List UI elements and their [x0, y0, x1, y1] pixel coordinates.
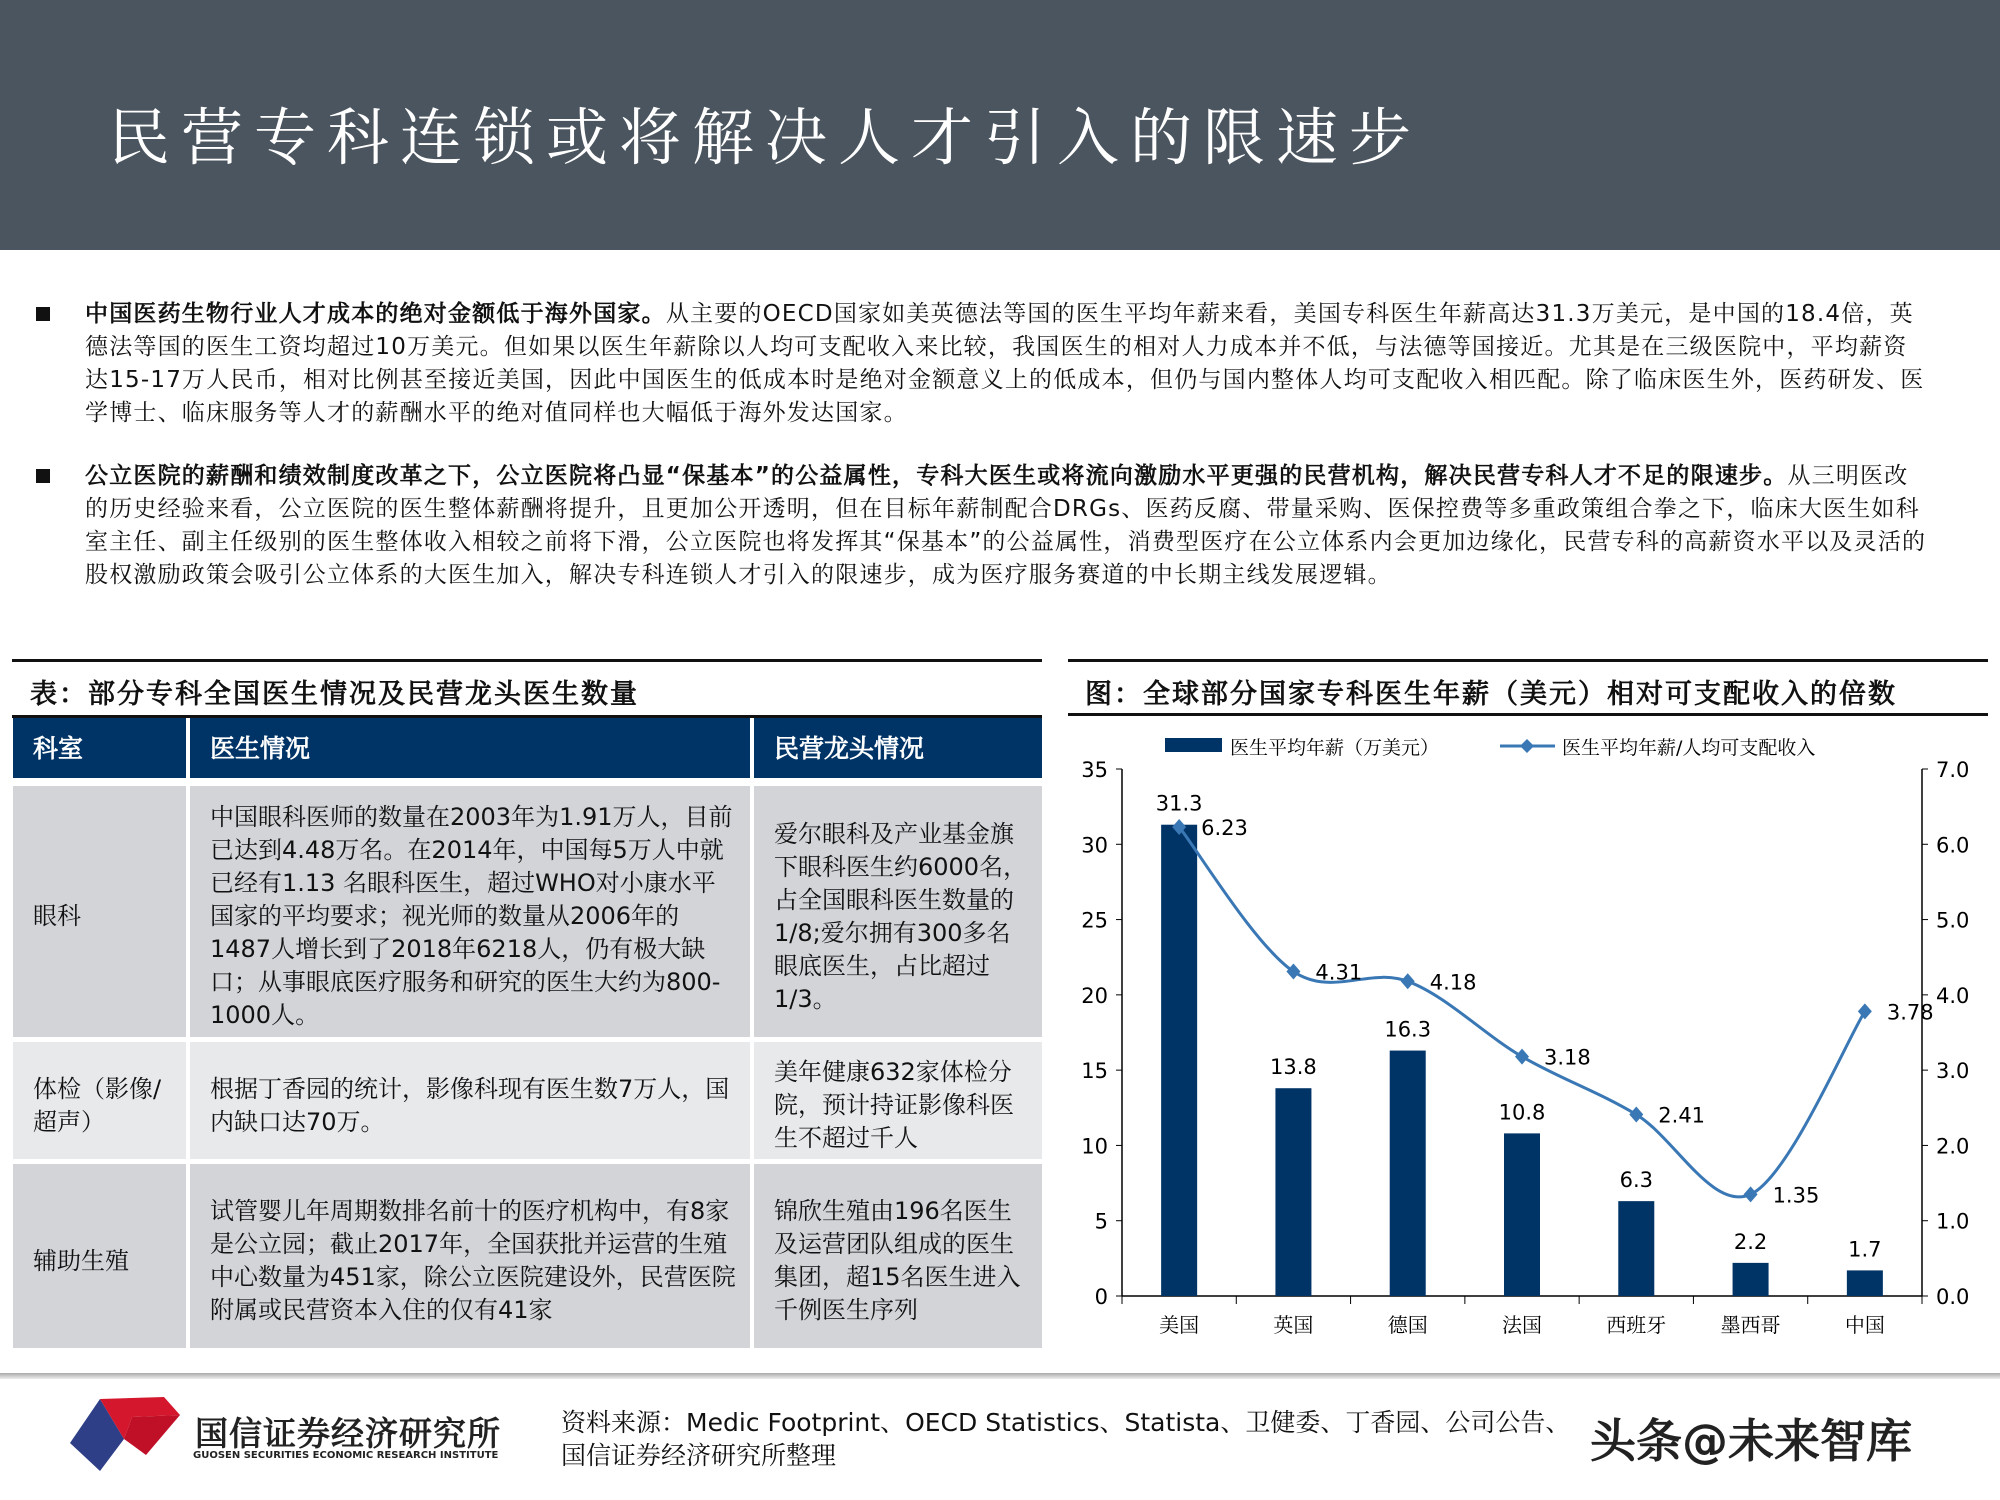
line-point-diamond — [1401, 973, 1415, 989]
bar-value-label: 1.7 — [1848, 1237, 1882, 1262]
legend-bar-label: 医生平均年薪（万美元） — [1230, 737, 1440, 759]
table-cell-doctor-status: 根据丁香园的统计，影像科现有医生数7万人，国内缺口达70万。 — [190, 1042, 750, 1159]
x-category-label: 西班牙 — [1606, 1313, 1667, 1337]
bar — [1847, 1270, 1883, 1296]
right-tick-label: 5.0 — [1936, 908, 1970, 933]
bullet-heading: 公立医院的薪酬和绩效制度改革之下，公立医院将凸显“保基本”的公益属性，专科大医生或将流向激励水平更强的民营机构，解决民营专科人才不足的限速步。 — [85, 463, 1788, 489]
x-category-label: 中国 — [1844, 1313, 1885, 1337]
line-value-label: 1.35 — [1772, 1183, 1820, 1208]
logo-name: 国信证券经济研究所 — [195, 1414, 501, 1453]
left-tick-label: 0 — [1094, 1285, 1108, 1309]
table-title: 表：部分专科全国医生情况及民营龙头医生数量 — [30, 679, 639, 710]
legend-bar-swatch — [1165, 738, 1222, 752]
watermark: 头条@未来智库 — [1590, 1414, 1912, 1468]
legend-line-label: 医生平均年薪/人均可支配收入 — [1562, 737, 1816, 759]
line-value-label: 6.23 — [1201, 815, 1248, 840]
line-value-label: 3.78 — [1886, 1000, 1934, 1025]
table-cell-doctor-status: 试管婴儿年周期数排名前十的医疗机构中，有8家是公立园；截止2017年，全国获批并运营的生殖中心数量为451家，除公立医院建设外，民营医院附属或民营资本入住的仅有41家 — [190, 1164, 750, 1348]
bar — [1161, 825, 1197, 1296]
chart-title: 图：全球部分国家专科医生年薪（美元）相对可支配收入的倍数 — [1085, 679, 1897, 710]
bar-value-label: 2.2 — [1733, 1229, 1768, 1254]
table-cell-department: 眼科 — [13, 786, 186, 1037]
table-cell-doctor-status: 中国眼科医师的数量在2003年为1.91万人，目前已达到4.48万名。在2014年，中国每5万人中就已经有1.13 名眼科医生，超过WHO对小康水平国家的平均要求；视光师的数量从2006年的1487人增长到了2018年6218人，仍有极大缺口；从事眼底医疗服务和研究的医生大约为800-1000人。 — [190, 786, 750, 1037]
bar — [1504, 1133, 1540, 1296]
guosen-logo-icon — [60, 1395, 190, 1475]
bar — [1390, 1051, 1426, 1296]
line-point-diamond — [1629, 1107, 1643, 1123]
table-cell-department: 体检（影像/超声） — [13, 1042, 186, 1159]
line-point-diamond — [1515, 1049, 1529, 1065]
bar-value-label: 10.8 — [1498, 1100, 1546, 1125]
x-category-label: 美国 — [1159, 1313, 1200, 1337]
right-tick-label: 3.0 — [1936, 1059, 1970, 1084]
table-cell-private-leader: 美年健康632家体检分院，预计持证影像科医生不超过千人 — [754, 1042, 1042, 1159]
line-value-label: 2.41 — [1658, 1103, 1706, 1128]
left-tick-label: 20 — [1081, 983, 1108, 1008]
x-category-label: 法国 — [1502, 1313, 1542, 1337]
bar-value-label: 6.3 — [1619, 1168, 1653, 1193]
table-header-private-leader: 民营龙头情况 — [754, 718, 1042, 778]
table-header-department: 科室 — [13, 718, 186, 778]
table-cell-department: 辅助生殖 — [13, 1164, 186, 1348]
page-title: 民营专科连锁或将解决人才引入的限速步 — [108, 101, 1423, 174]
bar-value-label: 13.8 — [1270, 1055, 1317, 1080]
bar — [1618, 1201, 1654, 1296]
right-tick-label: 2.0 — [1936, 1134, 1970, 1159]
right-tick-label: 1.0 — [1936, 1209, 1970, 1234]
line-value-label: 3.18 — [1544, 1045, 1591, 1070]
source-note: 资料来源：Medic Footprint、OECD Statistics、Statista、卫健委、丁香园、公司公告、国信证券经济研究所整理 — [561, 1408, 1571, 1470]
right-tick-label: 0.0 — [1936, 1285, 1970, 1309]
table-header-doctor-status: 医生情况 — [190, 718, 750, 778]
table-cell-private-leader: 锦欣生殖由196名医生及运营团队组成的医生集团，超15名医生进入千例医生序列 — [754, 1164, 1042, 1348]
bullet-text: 从三明医改的历史经验来看，公立医院的医生整体薪酬将提升，且更加公开透明，但在目标年薪制配合DRGs、医药反腐、带量采购、医保控费等多重政策组合拳之下，临床大医生如科室主任、副主任级别的医生整体收入相较之前将下滑，公立医院也将发挥其“保基本”的公益属性，消费型医疗在公立体系内会更加边缘化，民营专科的高薪资水平以及灵活的股权激励政策会吸引公立体系的大医生加入，解决专科连锁人才引入的限速步，成为医疗服务赛道的中长期主线发展逻辑。 — [85, 463, 1927, 588]
x-category-label: 墨西哥 — [1720, 1313, 1781, 1337]
left-tick-label: 35 — [1081, 758, 1108, 782]
left-tick-label: 10 — [1081, 1134, 1108, 1159]
x-category-label: 德国 — [1387, 1313, 1428, 1337]
x-category-label: 英国 — [1273, 1313, 1314, 1337]
right-tick-label: 6.0 — [1936, 833, 1970, 858]
line-point-diamond — [1744, 1186, 1758, 1202]
bullet-text: 从主要的OECD国家如美英德法等国的医生平均年薪来看，美国专科医生年薪高达31.3万美元，是中国的18.4倍，英德法等国的医生工资均超过10万美元。但如果以医生年薪除以人均可支配收入来比较，我国医生的相对人力成本并不低，与法德等国接近。尤其是在三级医院中，平均薪资达15-17万人民币，相对比例甚至接近美国，因此中国医生的低成本时是绝对金额意义上的低成本，但仍与国内整体人均可支配收入相匹配。除了临床医生外，医药研发、医学博士、临床服务等人才的薪酬水平的绝对值同样也大幅低于海外发达国家。 — [85, 301, 1925, 426]
bar-value-label: 16.3 — [1384, 1017, 1432, 1042]
line-value-label: 4.18 — [1429, 970, 1477, 995]
left-tick-label: 25 — [1081, 908, 1108, 933]
left-tick-label: 5 — [1094, 1209, 1108, 1234]
right-tick-label: 4.0 — [1936, 983, 1970, 1008]
bar — [1275, 1088, 1311, 1296]
table-cell-private-leader: 爱尔眼科及产业基金旗下眼科医生约6000名，占全国眼科医生数量的1/8;爱尔拥有300多名眼底医生，占比超过1/3。 — [754, 786, 1042, 1037]
right-tick-label: 7.0 — [1936, 758, 1970, 782]
logo-subtitle: GUOSEN SECURITIES ECONOMIC RESEARCH INSTITUTE — [193, 1450, 499, 1461]
left-tick-label: 30 — [1081, 833, 1108, 858]
left-tick-label: 15 — [1081, 1059, 1108, 1084]
bar — [1733, 1263, 1769, 1296]
line-value-label: 4.31 — [1315, 960, 1363, 985]
line-point-diamond — [1286, 964, 1300, 980]
bar-value-label: 31.3 — [1155, 791, 1203, 816]
footer-rule — [0, 1373, 2000, 1379]
bullet-heading: 中国医药生物行业人才成本的绝对金额低于海外国家。 — [85, 301, 666, 327]
legend-line-diamond — [1520, 739, 1534, 753]
